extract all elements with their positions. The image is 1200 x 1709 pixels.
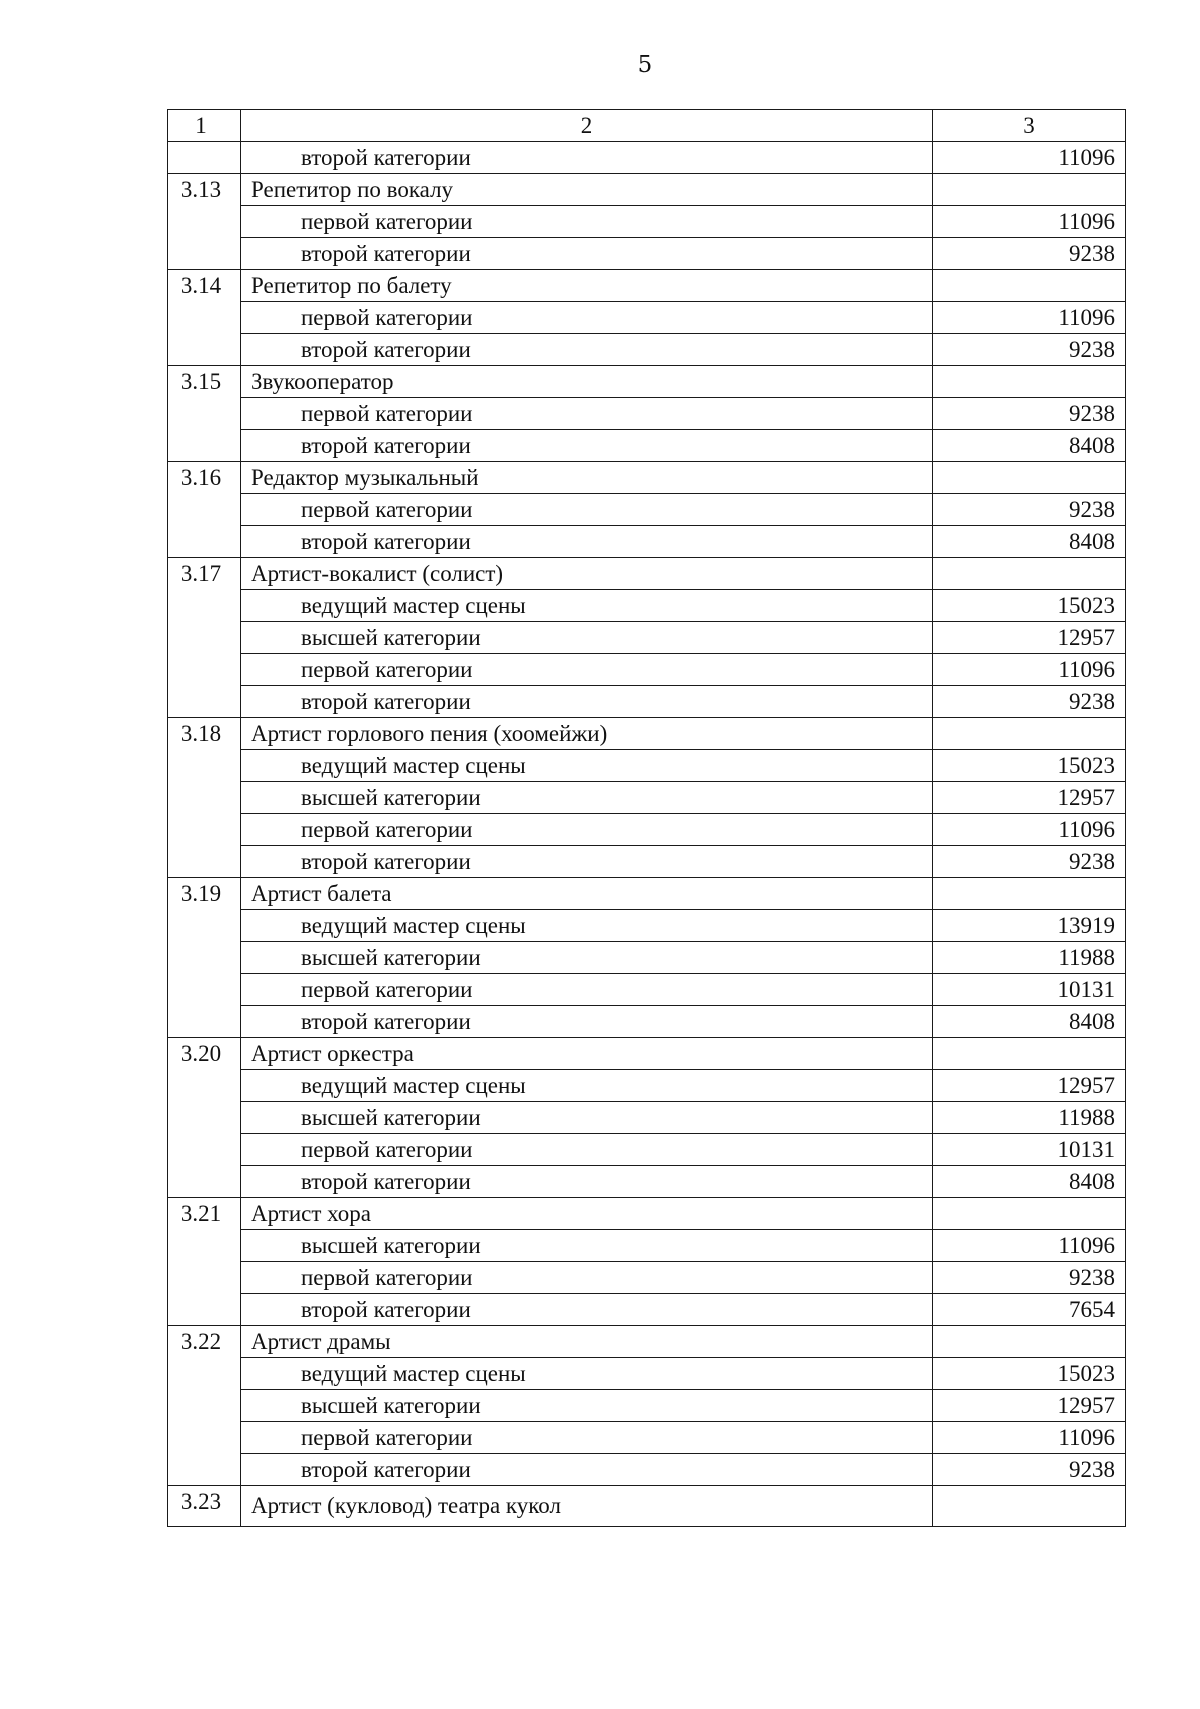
grade-value: 9238 — [933, 1454, 1126, 1486]
grade-value: 10131 — [933, 1134, 1126, 1166]
position-title: Артист-вокалист (солист) — [241, 558, 933, 590]
position-row — [168, 462, 1126, 494]
grade-label: первой категории — [241, 494, 933, 526]
grade-row — [168, 1134, 1126, 1166]
position-title: Артист оркестра — [241, 1038, 933, 1070]
grade-row — [168, 1070, 1126, 1102]
position-value-empty — [933, 878, 1126, 910]
position-row — [168, 1198, 1126, 1230]
grade-row — [168, 1230, 1126, 1262]
grade-value: 12957 — [933, 622, 1126, 654]
position-row — [168, 1038, 1126, 1070]
grade-label: второй категории — [241, 142, 933, 174]
grade-row — [168, 654, 1126, 686]
position-number: 3.15 — [168, 366, 241, 462]
grade-row — [168, 1454, 1126, 1486]
grade-value: 8408 — [933, 526, 1126, 558]
position-number: 3.23 — [168, 1486, 241, 1527]
grade-value: 9238 — [933, 1262, 1126, 1294]
position-row — [168, 1486, 1126, 1527]
grade-row — [168, 1422, 1126, 1454]
table-row — [168, 142, 1126, 174]
position-title: Артист балета — [241, 878, 933, 910]
grade-value: 11988 — [933, 1102, 1126, 1134]
grade-label: ведущий мастер сцены — [241, 750, 933, 782]
grade-row — [168, 526, 1126, 558]
position-row — [168, 270, 1126, 302]
grade-label: первой категории — [241, 398, 933, 430]
grade-row — [168, 206, 1126, 238]
grade-label: второй категории — [241, 686, 933, 718]
grade-label: второй категории — [241, 334, 933, 366]
position-number: 3.18 — [168, 718, 241, 878]
grade-row — [168, 782, 1126, 814]
grade-value: 11096 — [933, 1422, 1126, 1454]
grade-value: 9238 — [933, 238, 1126, 270]
grade-row — [168, 302, 1126, 334]
grade-row — [168, 1102, 1126, 1134]
grade-value: 9238 — [933, 846, 1126, 878]
grade-value: 10131 — [933, 974, 1126, 1006]
position-number: 3.21 — [168, 1198, 241, 1326]
grade-value: 9238 — [933, 494, 1126, 526]
grade-label: ведущий мастер сцены — [241, 910, 933, 942]
position-title: Артист драмы — [241, 1326, 933, 1358]
position-value-empty — [933, 1038, 1126, 1070]
position-row — [168, 174, 1126, 206]
grade-value: 8408 — [933, 1006, 1126, 1038]
position-row — [168, 1326, 1126, 1358]
grade-label: высшей категории — [241, 622, 933, 654]
grade-value: 11096 — [933, 654, 1126, 686]
grade-row — [168, 238, 1126, 270]
grade-row — [168, 974, 1126, 1006]
grade-value: 8408 — [933, 1166, 1126, 1198]
position-number: 3.17 — [168, 558, 241, 718]
grade-label: первой категории — [241, 1262, 933, 1294]
grade-label: второй категории — [241, 1006, 933, 1038]
position-value-empty — [933, 462, 1126, 494]
grade-label: ведущий мастер сцены — [241, 1358, 933, 1390]
grade-value: 15023 — [933, 750, 1126, 782]
position-value-empty — [933, 1198, 1126, 1230]
grade-label: первой категории — [241, 1134, 933, 1166]
position-value-empty — [933, 1326, 1126, 1358]
grade-row — [168, 942, 1126, 974]
grade-row — [168, 1166, 1126, 1198]
grade-label: второй категории — [241, 1166, 933, 1198]
grade-value: 11096 — [933, 142, 1126, 174]
grade-label: первой категории — [241, 1422, 933, 1454]
grade-value: 11096 — [933, 814, 1126, 846]
grade-row — [168, 750, 1126, 782]
grade-label: высшей категории — [241, 1102, 933, 1134]
grade-label: первой категории — [241, 654, 933, 686]
grade-row — [168, 814, 1126, 846]
position-title: Артист горлового пения (хоомейжи) — [241, 718, 933, 750]
grade-value: 12957 — [933, 782, 1126, 814]
position-title: Звукооператор — [241, 366, 933, 398]
grade-row — [168, 910, 1126, 942]
position-row — [168, 366, 1126, 398]
position-row — [168, 878, 1126, 910]
table-header-row — [168, 110, 1126, 142]
grade-label: ведущий мастер сцены — [241, 590, 933, 622]
position-value-empty — [933, 558, 1126, 590]
grade-row — [168, 1294, 1126, 1326]
grade-row — [168, 494, 1126, 526]
position-value-empty — [933, 366, 1126, 398]
row-number-cell — [168, 142, 241, 174]
position-number: 3.14 — [168, 270, 241, 366]
grade-label: высшей категории — [241, 782, 933, 814]
grade-value: 8408 — [933, 430, 1126, 462]
grade-label: первой категории — [241, 302, 933, 334]
position-value-empty — [933, 174, 1126, 206]
position-title: Редактор музыкальный — [241, 462, 933, 494]
grade-label: первой категории — [241, 974, 933, 1006]
position-value-empty — [933, 1486, 1126, 1527]
grade-row — [168, 846, 1126, 878]
page-number: 5 — [637, 52, 653, 78]
grade-row — [168, 1006, 1126, 1038]
grade-row — [168, 590, 1126, 622]
position-row — [168, 718, 1126, 750]
grade-value: 7654 — [933, 1294, 1126, 1326]
grade-value: 11988 — [933, 942, 1126, 974]
grade-row — [168, 430, 1126, 462]
grade-value: 15023 — [933, 590, 1126, 622]
header-col-3: 3 — [933, 110, 1126, 142]
grade-value: 9238 — [933, 686, 1126, 718]
grade-label: второй категории — [241, 1454, 933, 1486]
grade-row — [168, 686, 1126, 718]
grade-label: высшей категории — [241, 942, 933, 974]
position-number: 3.20 — [168, 1038, 241, 1198]
grade-value: 11096 — [933, 206, 1126, 238]
grade-label: первой категории — [241, 206, 933, 238]
position-number: 3.13 — [168, 174, 241, 270]
grade-value: 15023 — [933, 1358, 1126, 1390]
position-value-empty — [933, 718, 1126, 750]
grade-row — [168, 398, 1126, 430]
grade-label: второй категории — [241, 430, 933, 462]
header-col-2: 2 — [241, 110, 933, 142]
grade-row — [168, 1262, 1126, 1294]
position-number: 3.22 — [168, 1326, 241, 1486]
grade-label: второй категории — [241, 846, 933, 878]
grade-value: 12957 — [933, 1070, 1126, 1102]
grade-label: второй категории — [241, 238, 933, 270]
grade-value: 9238 — [933, 398, 1126, 430]
position-value-empty — [933, 270, 1126, 302]
grade-label: ведущий мастер сцены — [241, 1070, 933, 1102]
position-title: Артист хора — [241, 1198, 933, 1230]
header-col-1: 1 — [168, 110, 241, 142]
grade-value: 13919 — [933, 910, 1126, 942]
position-title: Репетитор по вокалу — [241, 174, 933, 206]
salary-table — [167, 109, 1126, 1527]
grade-row — [168, 1358, 1126, 1390]
grade-label: высшей категории — [241, 1390, 933, 1422]
grade-value: 11096 — [933, 1230, 1126, 1262]
grade-label: второй категории — [241, 526, 933, 558]
grade-row — [168, 622, 1126, 654]
position-title: Артист (кукловод) театра кукол — [241, 1486, 933, 1527]
grade-row — [168, 334, 1126, 366]
grade-row — [168, 1390, 1126, 1422]
grade-label: первой категории — [241, 814, 933, 846]
grade-label: второй категории — [241, 1294, 933, 1326]
grade-value: 9238 — [933, 334, 1126, 366]
grade-label: высшей категории — [241, 1230, 933, 1262]
position-number: 3.16 — [168, 462, 241, 558]
table-body — [168, 110, 1126, 1527]
position-number: 3.19 — [168, 878, 241, 1038]
position-title: Репетитор по балету — [241, 270, 933, 302]
grade-value: 11096 — [933, 302, 1126, 334]
grade-value: 12957 — [933, 1390, 1126, 1422]
position-row — [168, 558, 1126, 590]
